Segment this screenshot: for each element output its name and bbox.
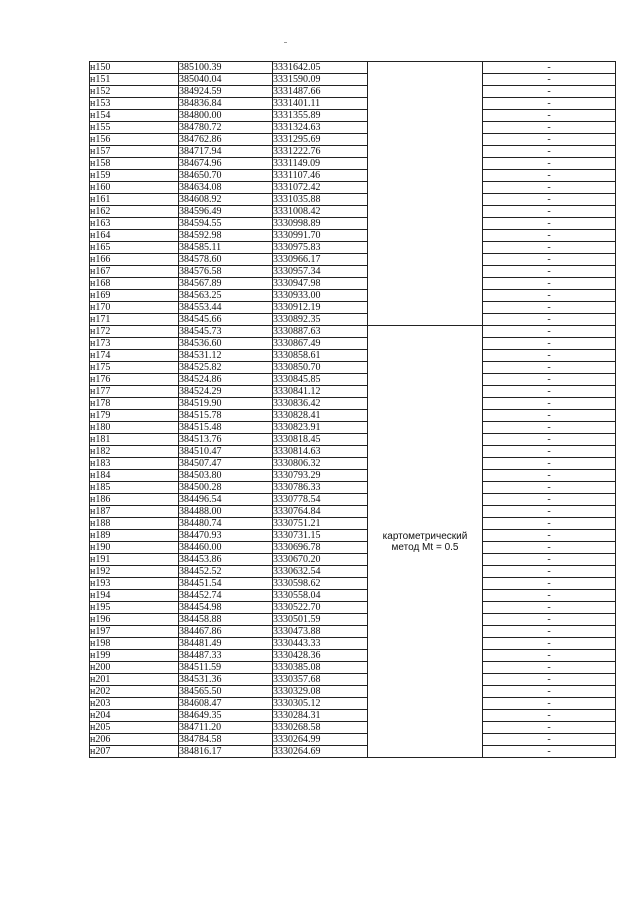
x-coordinate-cell: 384470.93 — [179, 530, 273, 542]
x-coordinate-cell: 385100.39 — [179, 62, 273, 74]
precision-dash-cell: - — [483, 734, 616, 746]
precision-dash-cell: - — [483, 578, 616, 590]
x-coordinate-cell: 384576.58 — [179, 266, 273, 278]
precision-dash-cell: - — [483, 470, 616, 482]
x-coordinate-cell: 384563.25 — [179, 290, 273, 302]
precision-dash-cell: - — [483, 98, 616, 110]
precision-dash-cell: - — [483, 518, 616, 530]
y-coordinate-cell: 3331295.69 — [273, 134, 368, 146]
table-row — [90, 218, 616, 230]
y-coordinate-cell: 3330473.88 — [273, 626, 368, 638]
coordinates-table — [89, 61, 616, 758]
table-row — [90, 506, 616, 518]
y-coordinate-cell: 3330947.98 — [273, 278, 368, 290]
table-row — [90, 422, 616, 434]
table-row — [90, 470, 616, 482]
y-coordinate-cell: 3330818.45 — [273, 434, 368, 446]
point-name-cell: н151 — [90, 74, 179, 86]
precision-dash-cell: - — [483, 410, 616, 422]
y-coordinate-cell: 3331590.09 — [273, 74, 368, 86]
table-row — [90, 98, 616, 110]
y-coordinate-cell: 3330305.12 — [273, 698, 368, 710]
y-coordinate-cell: 3330892.35 — [273, 314, 368, 326]
precision-dash-cell: - — [483, 674, 616, 686]
point-name-cell: н162 — [90, 206, 179, 218]
x-coordinate-cell: 384503.80 — [179, 470, 273, 482]
point-name-cell: н165 — [90, 242, 179, 254]
precision-dash-cell: - — [483, 266, 616, 278]
table-row — [90, 362, 616, 374]
x-coordinate-cell: 384717.94 — [179, 146, 273, 158]
y-coordinate-cell: 3330933.00 — [273, 290, 368, 302]
table-row — [90, 494, 616, 506]
x-coordinate-cell: 384553.44 — [179, 302, 273, 314]
point-name-cell: н155 — [90, 122, 179, 134]
table-row — [90, 602, 616, 614]
y-coordinate-cell: 3330598.62 — [273, 578, 368, 590]
point-name-cell: н189 — [90, 530, 179, 542]
x-coordinate-cell: 384515.78 — [179, 410, 273, 422]
table-row — [90, 722, 616, 734]
precision-dash-cell: - — [483, 254, 616, 266]
precision-dash-cell: - — [483, 530, 616, 542]
point-name-cell: н196 — [90, 614, 179, 626]
precision-dash-cell: - — [483, 542, 616, 554]
precision-dash-cell: - — [483, 554, 616, 566]
point-name-cell: н187 — [90, 506, 179, 518]
x-coordinate-cell: 384453.86 — [179, 554, 273, 566]
point-name-cell: н164 — [90, 230, 179, 242]
x-coordinate-cell: 384515.48 — [179, 422, 273, 434]
precision-dash-cell: - — [483, 722, 616, 734]
x-coordinate-cell: 384524.86 — [179, 374, 273, 386]
table-row — [90, 482, 616, 494]
point-name-cell: н181 — [90, 434, 179, 446]
x-coordinate-cell: 384525.82 — [179, 362, 273, 374]
table-row — [90, 710, 616, 722]
table-row — [90, 326, 616, 338]
precision-dash-cell: - — [483, 398, 616, 410]
y-coordinate-cell: 3331107.46 — [273, 170, 368, 182]
table-row — [90, 158, 616, 170]
point-name-cell: н176 — [90, 374, 179, 386]
table-row — [90, 518, 616, 530]
table-row — [90, 230, 616, 242]
point-name-cell: н175 — [90, 362, 179, 374]
precision-dash-cell: - — [483, 122, 616, 134]
method-cell — [368, 326, 483, 758]
y-coordinate-cell: 3330428.36 — [273, 650, 368, 662]
point-name-cell: н156 — [90, 134, 179, 146]
point-name-cell: н185 — [90, 482, 179, 494]
table-row — [90, 530, 616, 542]
precision-dash-cell: - — [483, 302, 616, 314]
table-row — [90, 194, 616, 206]
y-coordinate-cell: 3330284.31 — [273, 710, 368, 722]
point-name-cell: н190 — [90, 542, 179, 554]
y-coordinate-cell: 3330443.33 — [273, 638, 368, 650]
x-coordinate-cell: 384451.54 — [179, 578, 273, 590]
table-row — [90, 434, 616, 446]
precision-dash-cell: - — [483, 638, 616, 650]
table-row — [90, 410, 616, 422]
x-coordinate-cell: 384511.59 — [179, 662, 273, 674]
precision-dash-cell: - — [483, 242, 616, 254]
y-coordinate-cell: 3330975.83 — [273, 242, 368, 254]
precision-dash-cell: - — [483, 590, 616, 602]
y-coordinate-cell: 3330957.34 — [273, 266, 368, 278]
point-name-cell: н182 — [90, 446, 179, 458]
precision-dash-cell: - — [483, 158, 616, 170]
y-coordinate-cell: 3330731.15 — [273, 530, 368, 542]
point-name-cell: н183 — [90, 458, 179, 470]
y-coordinate-cell: 3331401.11 — [273, 98, 368, 110]
x-coordinate-cell: 384800.00 — [179, 110, 273, 122]
y-coordinate-cell: 3330357.68 — [273, 674, 368, 686]
point-name-cell: н192 — [90, 566, 179, 578]
x-coordinate-cell: 384519.90 — [179, 398, 273, 410]
x-coordinate-cell: 384458.88 — [179, 614, 273, 626]
point-name-cell: н202 — [90, 686, 179, 698]
x-coordinate-cell: 385040.04 — [179, 74, 273, 86]
precision-dash-cell: - — [483, 422, 616, 434]
table-row — [90, 86, 616, 98]
y-coordinate-cell: 3330836.42 — [273, 398, 368, 410]
point-name-cell: н186 — [90, 494, 179, 506]
y-coordinate-cell: 3330268.58 — [273, 722, 368, 734]
precision-dash-cell: - — [483, 326, 616, 338]
method-cell — [368, 62, 483, 326]
x-coordinate-cell: 384711.20 — [179, 722, 273, 734]
precision-dash-cell: - — [483, 506, 616, 518]
table-row — [90, 110, 616, 122]
precision-dash-cell: - — [483, 374, 616, 386]
x-coordinate-cell: 384592.98 — [179, 230, 273, 242]
table-row — [90, 134, 616, 146]
table-row — [90, 650, 616, 662]
y-coordinate-cell: 3330786.33 — [273, 482, 368, 494]
point-name-cell: н152 — [90, 86, 179, 98]
point-name-cell: н195 — [90, 602, 179, 614]
table-row — [90, 734, 616, 746]
precision-dash-cell: - — [483, 686, 616, 698]
y-coordinate-cell: 3331487.66 — [273, 86, 368, 98]
precision-dash-cell: - — [483, 614, 616, 626]
x-coordinate-cell: 384545.73 — [179, 326, 273, 338]
table-row — [90, 566, 616, 578]
point-name-cell: н179 — [90, 410, 179, 422]
y-coordinate-cell: 3330670.20 — [273, 554, 368, 566]
point-name-cell: н197 — [90, 626, 179, 638]
x-coordinate-cell: 384608.47 — [179, 698, 273, 710]
table-row — [90, 638, 616, 650]
y-coordinate-cell: 3330558.04 — [273, 590, 368, 602]
x-coordinate-cell: 384452.52 — [179, 566, 273, 578]
point-name-cell: н206 — [90, 734, 179, 746]
point-name-cell: н184 — [90, 470, 179, 482]
x-coordinate-cell: 384524.29 — [179, 386, 273, 398]
y-coordinate-cell: 3330823.91 — [273, 422, 368, 434]
precision-dash-cell: - — [483, 134, 616, 146]
y-coordinate-cell: 3330867.49 — [273, 338, 368, 350]
x-coordinate-cell: 384674.96 — [179, 158, 273, 170]
x-coordinate-cell: 384594.55 — [179, 218, 273, 230]
y-coordinate-cell: 3331035.88 — [273, 194, 368, 206]
y-coordinate-cell: 3330264.99 — [273, 734, 368, 746]
y-coordinate-cell: 3330522.70 — [273, 602, 368, 614]
precision-dash-cell: - — [483, 482, 616, 494]
point-name-cell: н204 — [90, 710, 179, 722]
precision-dash-cell: - — [483, 230, 616, 242]
point-name-cell: н170 — [90, 302, 179, 314]
y-coordinate-cell: 3330778.54 — [273, 494, 368, 506]
point-name-cell: н166 — [90, 254, 179, 266]
x-coordinate-cell: 384578.60 — [179, 254, 273, 266]
x-coordinate-cell: 384545.66 — [179, 314, 273, 326]
precision-dash-cell: - — [483, 434, 616, 446]
precision-dash-cell: - — [483, 170, 616, 182]
y-coordinate-cell: 3330329.08 — [273, 686, 368, 698]
precision-dash-cell: - — [483, 458, 616, 470]
table-row — [90, 182, 616, 194]
precision-dash-cell: - — [483, 314, 616, 326]
table-row — [90, 578, 616, 590]
point-name-cell: н180 — [90, 422, 179, 434]
y-coordinate-cell: 3330887.63 — [273, 326, 368, 338]
precision-dash-cell: - — [483, 338, 616, 350]
precision-dash-cell: - — [483, 650, 616, 662]
table-row — [90, 686, 616, 698]
table-row — [90, 674, 616, 686]
y-coordinate-cell: 3330858.61 — [273, 350, 368, 362]
point-name-cell: н178 — [90, 398, 179, 410]
table-row — [90, 374, 616, 386]
y-coordinate-cell: 3330806.32 — [273, 458, 368, 470]
point-name-cell: н169 — [90, 290, 179, 302]
precision-dash-cell: - — [483, 626, 616, 638]
point-name-cell: н200 — [90, 662, 179, 674]
point-name-cell: н171 — [90, 314, 179, 326]
point-name-cell: н160 — [90, 182, 179, 194]
y-coordinate-cell: 3330998.89 — [273, 218, 368, 230]
point-name-cell: н207 — [90, 746, 179, 758]
y-coordinate-cell: 3330751.21 — [273, 518, 368, 530]
table-row — [90, 398, 616, 410]
y-coordinate-cell: 3330385.08 — [273, 662, 368, 674]
precision-dash-cell: - — [483, 278, 616, 290]
y-coordinate-cell: 3331008.42 — [273, 206, 368, 218]
x-coordinate-cell: 384649.35 — [179, 710, 273, 722]
table-row — [90, 290, 616, 302]
table-row — [90, 542, 616, 554]
precision-dash-cell: - — [483, 110, 616, 122]
precision-dash-cell: - — [483, 566, 616, 578]
precision-dash-cell: - — [483, 206, 616, 218]
point-name-cell: н150 — [90, 62, 179, 74]
precision-dash-cell: - — [483, 362, 616, 374]
precision-dash-cell: - — [483, 386, 616, 398]
precision-dash-cell: - — [483, 62, 616, 74]
table-row — [90, 206, 616, 218]
y-coordinate-cell: 3330501.59 — [273, 614, 368, 626]
x-coordinate-cell: 384452.74 — [179, 590, 273, 602]
point-name-cell: н198 — [90, 638, 179, 650]
y-coordinate-cell: 3330632.54 — [273, 566, 368, 578]
precision-dash-cell: - — [483, 182, 616, 194]
y-coordinate-cell: 3330991.70 — [273, 230, 368, 242]
y-coordinate-cell: 3330764.84 — [273, 506, 368, 518]
x-coordinate-cell: 384496.54 — [179, 494, 273, 506]
y-coordinate-cell: 3331355.89 — [273, 110, 368, 122]
y-coordinate-cell: 3330966.17 — [273, 254, 368, 266]
x-coordinate-cell: 384531.36 — [179, 674, 273, 686]
table-row — [90, 458, 616, 470]
y-coordinate-cell: 3330814.63 — [273, 446, 368, 458]
x-coordinate-cell: 384784.58 — [179, 734, 273, 746]
y-coordinate-cell: 3330828.41 — [273, 410, 368, 422]
point-name-cell: н193 — [90, 578, 179, 590]
y-coordinate-cell: 3331222.76 — [273, 146, 368, 158]
precision-dash-cell: - — [483, 350, 616, 362]
x-coordinate-cell: 384536.60 — [179, 338, 273, 350]
table-row — [90, 386, 616, 398]
x-coordinate-cell: 384596.49 — [179, 206, 273, 218]
table-row — [90, 74, 616, 86]
x-coordinate-cell: 384467.86 — [179, 626, 273, 638]
precision-dash-cell: - — [483, 86, 616, 98]
point-name-cell: н205 — [90, 722, 179, 734]
x-coordinate-cell: 384488.00 — [179, 506, 273, 518]
precision-dash-cell: - — [483, 710, 616, 722]
point-name-cell: н153 — [90, 98, 179, 110]
point-name-cell: н194 — [90, 590, 179, 602]
table-row — [90, 266, 616, 278]
table-row — [90, 254, 616, 266]
precision-dash-cell: - — [483, 662, 616, 674]
y-coordinate-cell: 3330845.85 — [273, 374, 368, 386]
point-name-cell: н159 — [90, 170, 179, 182]
table-row — [90, 626, 616, 638]
x-coordinate-cell: 384585.11 — [179, 242, 273, 254]
x-coordinate-cell: 384500.28 — [179, 482, 273, 494]
point-name-cell: н188 — [90, 518, 179, 530]
point-name-cell: н199 — [90, 650, 179, 662]
point-name-cell: н191 — [90, 554, 179, 566]
precision-dash-cell: - — [483, 602, 616, 614]
coordinates-table-body — [90, 62, 616, 758]
precision-dash-cell: - — [483, 146, 616, 158]
precision-dash-cell: - — [483, 446, 616, 458]
x-coordinate-cell: 384567.89 — [179, 278, 273, 290]
point-name-cell: н177 — [90, 386, 179, 398]
precision-dash-cell: - — [483, 218, 616, 230]
point-name-cell: н167 — [90, 266, 179, 278]
x-coordinate-cell: 384565.50 — [179, 686, 273, 698]
y-coordinate-cell: 3331072.42 — [273, 182, 368, 194]
x-coordinate-cell: 384836.84 — [179, 98, 273, 110]
table-row — [90, 590, 616, 602]
x-coordinate-cell: 384481.49 — [179, 638, 273, 650]
y-coordinate-cell: 3331642.05 — [273, 62, 368, 74]
y-coordinate-cell: 3330912.19 — [273, 302, 368, 314]
table-row — [90, 662, 616, 674]
point-name-cell: н157 — [90, 146, 179, 158]
x-coordinate-cell: 384531.12 — [179, 350, 273, 362]
table-row — [90, 302, 616, 314]
y-coordinate-cell: 3330841.12 — [273, 386, 368, 398]
table-row — [90, 446, 616, 458]
x-coordinate-cell: 384816.17 — [179, 746, 273, 758]
y-coordinate-cell: 3330264.69 — [273, 746, 368, 758]
x-coordinate-cell: 384480.74 — [179, 518, 273, 530]
table-row — [90, 146, 616, 158]
point-name-cell: н172 — [90, 326, 179, 338]
point-name-cell: н154 — [90, 110, 179, 122]
x-coordinate-cell: 384762.86 — [179, 134, 273, 146]
precision-dash-cell: - — [483, 494, 616, 506]
precision-dash-cell: - — [483, 74, 616, 86]
point-name-cell: н201 — [90, 674, 179, 686]
table-row — [90, 554, 616, 566]
point-name-cell: н203 — [90, 698, 179, 710]
x-coordinate-cell: 384454.98 — [179, 602, 273, 614]
y-coordinate-cell: 3330696.78 — [273, 542, 368, 554]
x-coordinate-cell: 384510.47 — [179, 446, 273, 458]
table-row — [90, 314, 616, 326]
table-row — [90, 614, 616, 626]
point-name-cell: н173 — [90, 338, 179, 350]
y-coordinate-cell: 3331149.09 — [273, 158, 368, 170]
table-row — [90, 62, 616, 74]
x-coordinate-cell: 384634.08 — [179, 182, 273, 194]
precision-dash-cell: - — [483, 746, 616, 758]
method-text-line: метод Mt = 0.5 — [391, 541, 459, 553]
table-row — [90, 170, 616, 182]
point-name-cell: н161 — [90, 194, 179, 206]
x-coordinate-cell: 384924.59 — [179, 86, 273, 98]
x-coordinate-cell: 384507.47 — [179, 458, 273, 470]
precision-dash-cell: - — [483, 194, 616, 206]
table-row — [90, 350, 616, 362]
table-row — [90, 338, 616, 350]
method-text-line: картометрический — [382, 530, 468, 542]
x-coordinate-cell: 384460.00 — [179, 542, 273, 554]
table-row — [90, 278, 616, 290]
precision-dash-cell: - — [483, 698, 616, 710]
x-coordinate-cell: 384608.92 — [179, 194, 273, 206]
x-coordinate-cell: 384513.76 — [179, 434, 273, 446]
point-name-cell: н158 — [90, 158, 179, 170]
y-coordinate-cell: 3330793.29 — [273, 470, 368, 482]
x-coordinate-cell: 384487.33 — [179, 650, 273, 662]
x-coordinate-cell: 384780.72 — [179, 122, 273, 134]
table-row — [90, 746, 616, 758]
page-mark — [284, 42, 287, 43]
table-row — [90, 242, 616, 254]
precision-dash-cell: - — [483, 290, 616, 302]
point-name-cell: н168 — [90, 278, 179, 290]
table-row — [90, 698, 616, 710]
x-coordinate-cell: 384650.70 — [179, 170, 273, 182]
y-coordinate-cell: 3330850.70 — [273, 362, 368, 374]
table-row — [90, 122, 616, 134]
point-name-cell: н163 — [90, 218, 179, 230]
y-coordinate-cell: 3331324.63 — [273, 122, 368, 134]
point-name-cell: н174 — [90, 350, 179, 362]
